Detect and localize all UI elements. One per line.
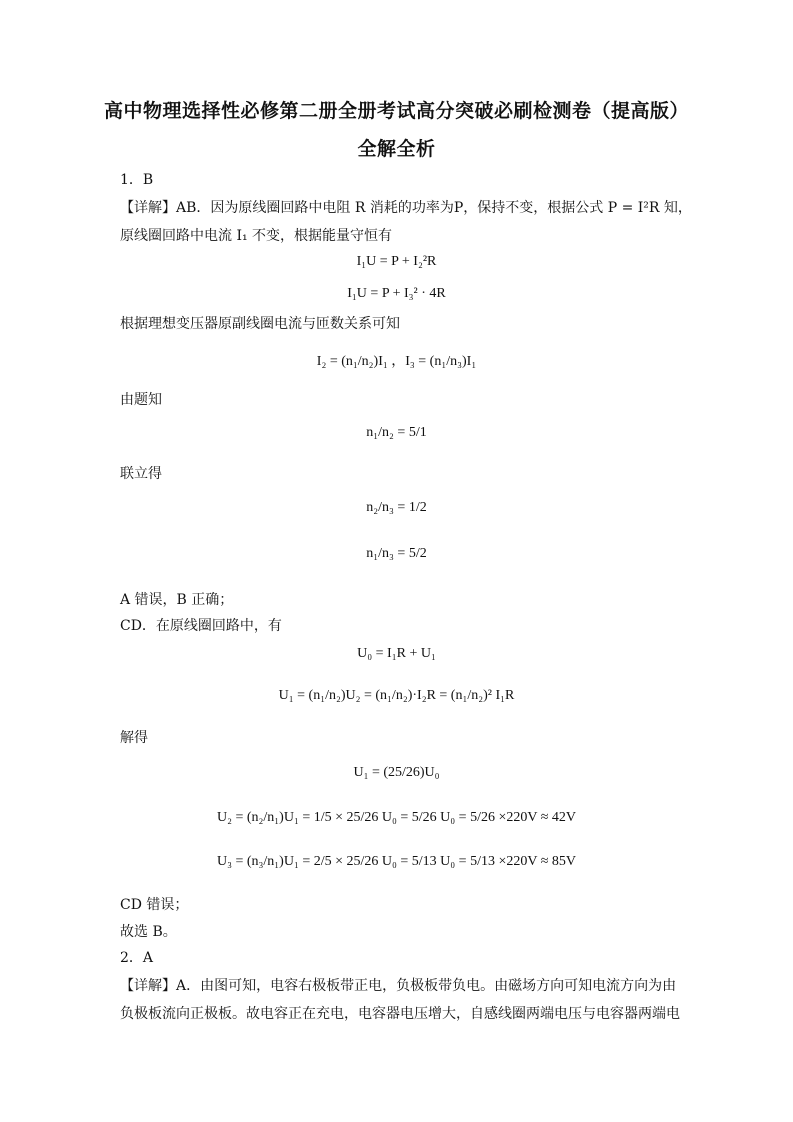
detail-label: 【详解】 bbox=[120, 200, 176, 216]
equation-turns-ratio-given: n₁/n₂ = 5/1 bbox=[366, 425, 427, 440]
detail-text: AB．因为原线圈回路中电阻 R 消耗的功率为P，保持不变，根据公式 P = I²R 知， bbox=[176, 200, 692, 216]
equation-u0: U₀ = I₁R + U₁ bbox=[357, 646, 436, 661]
detail-label: 【详解】 bbox=[120, 978, 176, 994]
equation-energy-2: I₁U = P + I₃² · 4R bbox=[347, 286, 446, 301]
equation-current-ratio: I₂ = (n₁/n₂)I₁ ，I₃ = (n₁/n₃)I₁ bbox=[316, 354, 477, 369]
q2-detail-line2: 负极板流向正极板。故电容正在充电，电容器电压增大，自感线圈两端电压与电容器两端电 bbox=[120, 1006, 680, 1022]
equation-u1-result: U₁ = (25/26)U₀ bbox=[353, 765, 440, 780]
equation-u3-result: U₃ = (n₃/n₁)U₁ = 2/5 × 25/26 U₀ = 5/13 U₀ = 5/13 ×220V ≈ 85V bbox=[216, 854, 577, 869]
equation-u2-result: U₂ = (n₂/n₁)U₁ = 1/5 × 25/26 U₀ = 5/26 U₀ = 5/26 ×220V ≈ 42V bbox=[216, 810, 577, 825]
q2-detail-line1 bbox=[120, 976, 676, 996]
text-combine: 联立得 bbox=[120, 466, 162, 482]
equation-n1-n3: n₁/n₃ = 5/2 bbox=[366, 546, 427, 561]
text-given: 由题知 bbox=[120, 392, 162, 408]
equation-energy-1: I₁U = P + I₂²R bbox=[356, 254, 437, 269]
conclusion-ab: A 错误，B 正确； bbox=[120, 592, 234, 608]
q2-answer: 2．A bbox=[120, 950, 154, 966]
q1-answer: 1．B bbox=[120, 172, 154, 188]
equation-n2-n3: n₂/n₃ = 1/2 bbox=[366, 500, 427, 515]
document-subtitle: 全解全析 bbox=[357, 138, 436, 160]
text-solve: 解得 bbox=[120, 730, 148, 746]
cd-intro: CD．在原线圈回路中，有 bbox=[120, 618, 282, 634]
q1-detail-line1 bbox=[120, 198, 692, 218]
text-current-ratio: 根据理想变压器原副线圈电流与匝数关系可知 bbox=[120, 316, 400, 332]
document-title: 高中物理选择性必修第二册全册考试高分突破必刷检测卷（提高版） bbox=[103, 100, 689, 122]
q1-final-answer: 故选 B。 bbox=[120, 924, 177, 940]
conclusion-cd: CD 错误； bbox=[120, 897, 189, 913]
detail-text: A．由图可知，电容右极板带正电，负极板带负电。由磁场方向可知电流方向为由 bbox=[176, 978, 677, 994]
equation-u1-relation: U₁ = (n₁/n₂)U₂ = (n₁/n₂)·I₂R = (n₁/n₂)² I₁R bbox=[278, 688, 515, 703]
q1-detail-line2: 原线圈回路中电流 I₁ 不变，根据能量守恒有 bbox=[120, 228, 393, 244]
